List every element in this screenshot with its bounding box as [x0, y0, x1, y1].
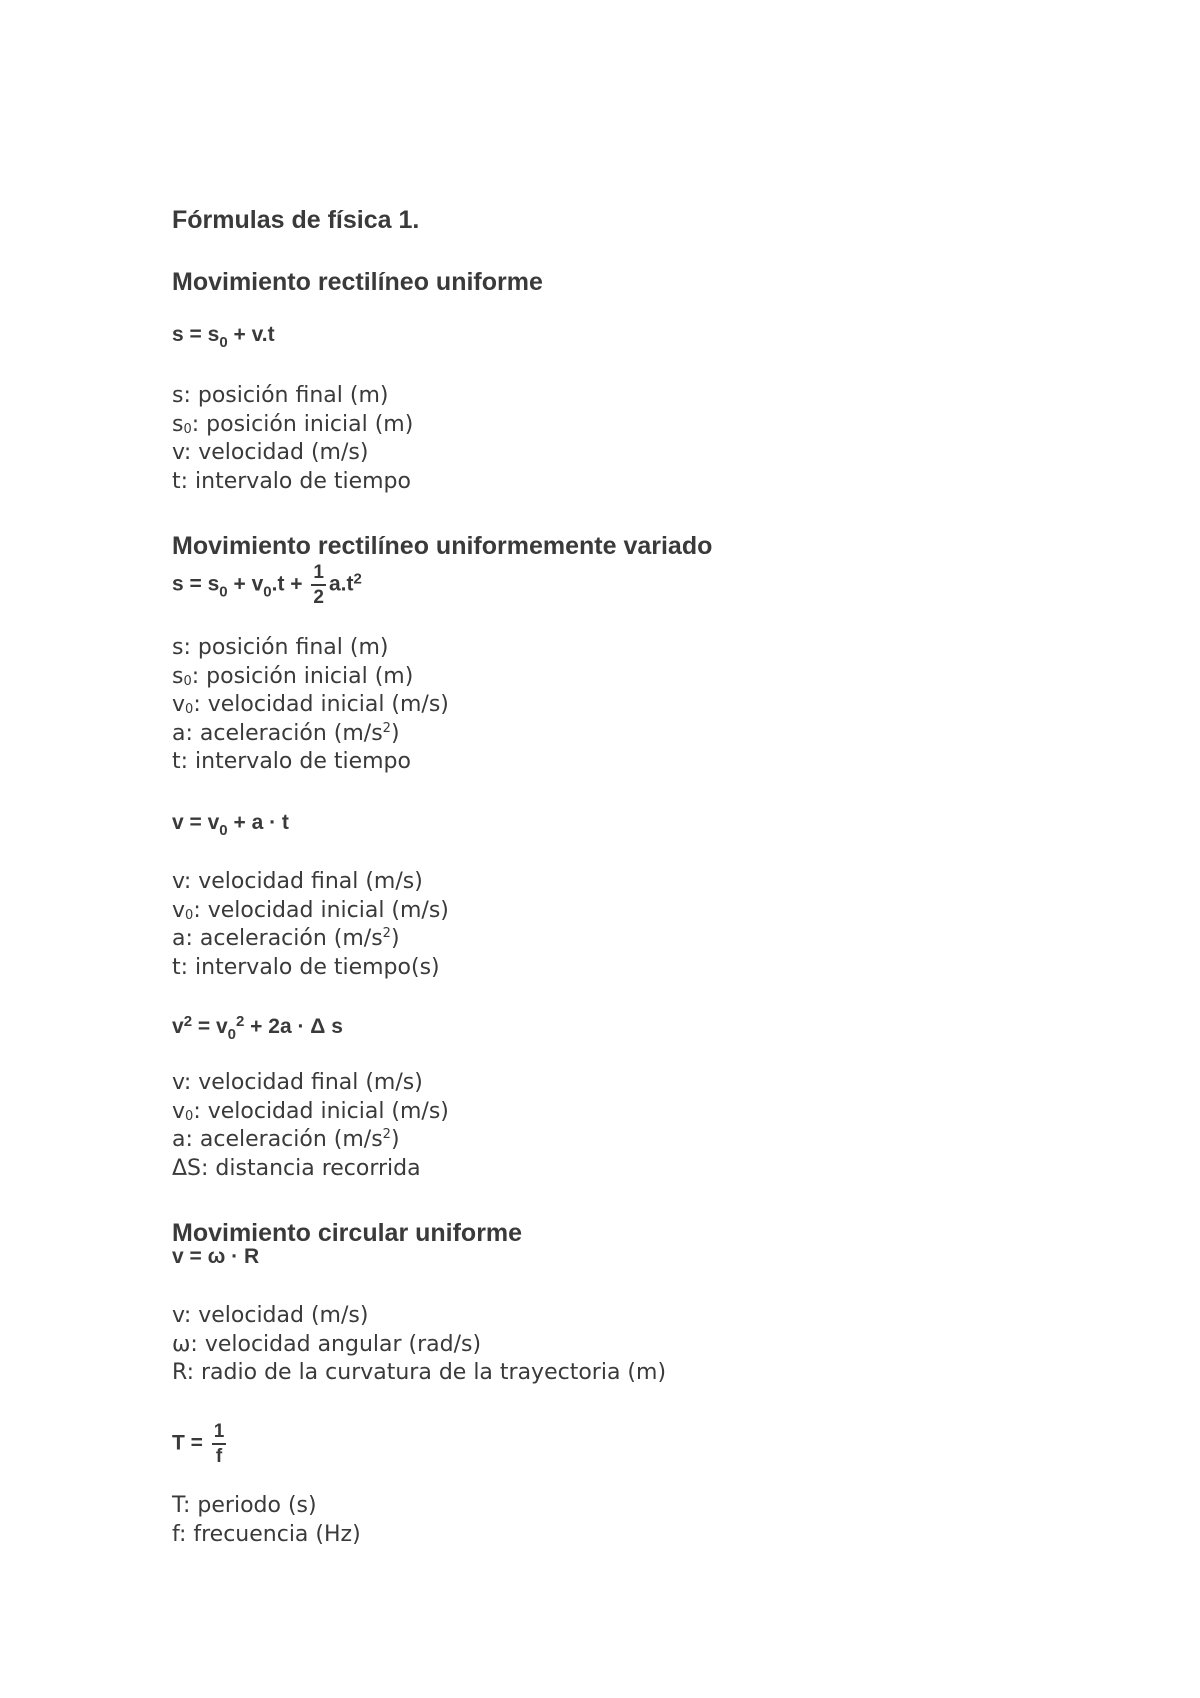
- variable-item: t: intervalo de tiempo: [172, 468, 411, 494]
- document-page: [172, 0, 1072, 1698]
- formula-torricelli: $v^2 = v_0^2 + 2a \cdot \Delta$ s: [172, 1013, 343, 1043]
- variable-item: $s_0$: posición inicial (m): [172, 663, 414, 689]
- variable-item: a: aceleración $(m/s^2)$: [172, 720, 400, 746]
- variable-list: [172, 634, 449, 777]
- variable-list: [172, 1302, 666, 1388]
- variable-item: v: velocidad final (m/s): [172, 1070, 423, 1095]
- variable-item: R: radio de la curvatura de la trayectoria (m): [172, 1360, 667, 1386]
- variable-item: f: frecuencia (Hz): [172, 1521, 361, 1547]
- formula-position-mru: $s = s_0 + v.t$: [172, 323, 275, 351]
- variable-item: ΔS: distancia recorrida: [172, 1155, 421, 1181]
- variable-item: $s_0$: posición inicial (m): [172, 411, 414, 437]
- formula-period: T = $\frac{1}{f}$: [172, 1421, 225, 1467]
- variable-item: a: aceleración $(m/s^2)$: [172, 1127, 400, 1153]
- fraction: $\frac{1}{f}$: [213, 1421, 225, 1467]
- variable-item: v: velocidad (m/s): [172, 1303, 369, 1328]
- formula-velocity-mruv: $v = v_0 + a \cdot t$: [172, 811, 289, 839]
- section-heading-mru: Movimiento rectilíneo uniforme: [172, 268, 543, 296]
- variable-list: [172, 868, 449, 982]
- section-heading-mruv: Movimiento rectilíneo uniformemente variado: [172, 532, 713, 560]
- document-title: Fórmulas de física 1.: [172, 206, 420, 234]
- formula-linear-velocity: v = ω · R: [172, 1245, 260, 1268]
- variable-item: ω: velocidad angular (rad/s): [172, 1331, 482, 1357]
- variable-list: [172, 1492, 361, 1549]
- variable-item: $v_0$: velocidad inicial (m/s): [172, 1098, 449, 1124]
- variable-item: s: posición final (m): [172, 635, 389, 660]
- variable-item: T: periodo (s): [172, 1493, 317, 1518]
- variable-item: a: aceleración $(m/s^2)$: [172, 926, 400, 952]
- variable-item: $v_0$: velocidad inicial (m/s): [172, 692, 449, 718]
- formula-position-mruv: $s = s_0 + v_0.t$ + $\frac{1}{2}$ $a.t^2$: [172, 562, 362, 608]
- fraction: $\frac{1}{2}$: [313, 562, 324, 608]
- variable-item: t: intervalo de tiempo(s): [172, 954, 440, 980]
- variable-item: t: intervalo de tiempo: [172, 749, 411, 775]
- variable-list: [172, 1069, 449, 1183]
- variable-item: s: posición final (m): [172, 383, 389, 408]
- section-heading-mcu: Movimiento circular uniforme: [172, 1219, 523, 1247]
- variable-item: v: velocidad (m/s): [172, 440, 369, 466]
- variable-item: $v_0$: velocidad inicial (m/s): [172, 897, 449, 923]
- variable-item: v: velocidad final (m/s): [172, 869, 423, 894]
- variable-list: [172, 382, 413, 496]
